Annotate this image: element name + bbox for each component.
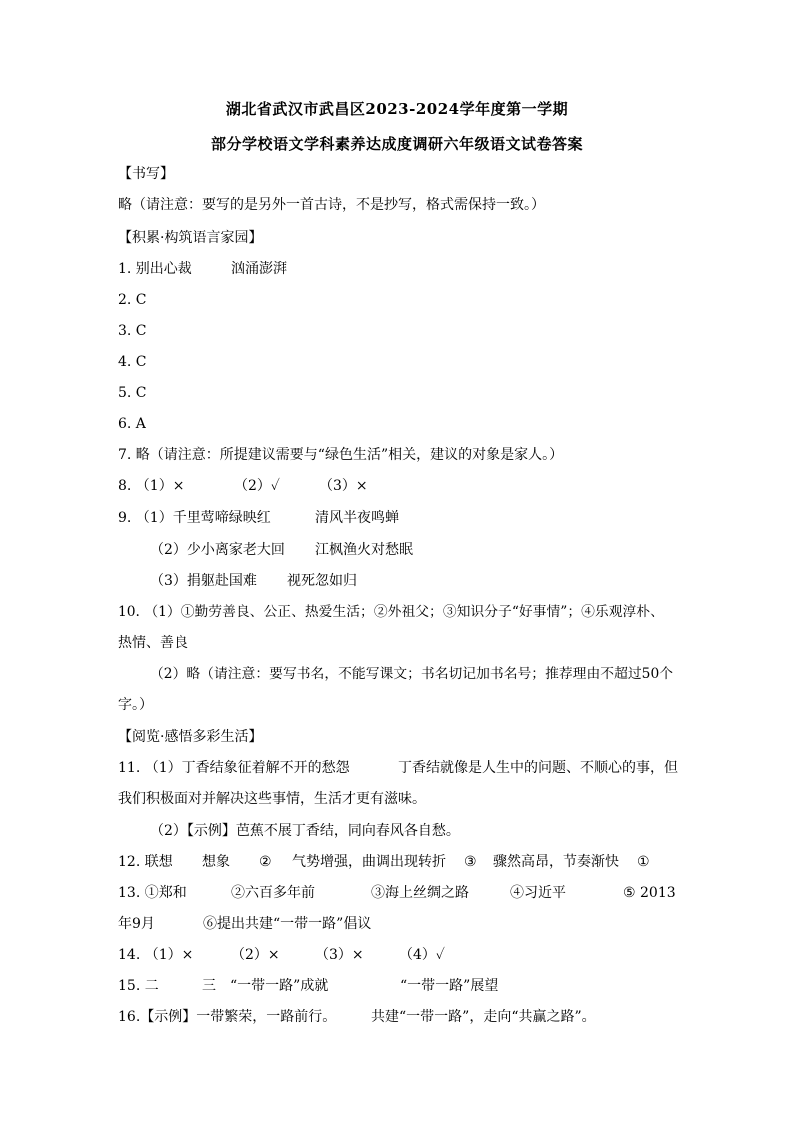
answer-q1-part2: 汹涌澎湃 [231,261,287,277]
answer-q10-2-line1: （2）略（请注意：要写书名，不能写课文；书名切记加书名号；推荐理由不超过50个 [150,666,674,682]
answer-q12-part7: ① [637,854,650,870]
answer-q9-3-part2: 视死忽如归 [287,573,357,589]
answer-q13-part7: ⑥提出共建“一带一路”倡议 [203,916,372,932]
answer-q9-1-part2: 清风半夜鸣蝉 [315,510,399,526]
answer-q14-item1: 14. （1）× [118,947,194,963]
answer-q14-item4: （4）✓ [399,947,445,963]
section-heading-reading: 【阅览·感悟多彩生活】 [118,729,263,745]
answer-q15-part1: 15. 二 [118,978,159,994]
answer-q9-1-part1: 9. （1）千里莺啼绿映红 [118,510,271,526]
answer-q10-2-line2: 字。） [118,697,153,713]
answer-q10-1-line1: 10. （1）①勤劳善良、公正、热爱生活；②外祖父；③知识分子“好事情”；④乐观淳朴、 [118,604,664,620]
answer-q9-2-part2: 江枫渔火对愁眠 [315,542,413,558]
answer-q11-2: （2）【示例】芭蕉不展丁香结，同向春风各自愁。 [150,823,460,839]
answer-q12-part1: 12. 联想 [118,854,173,870]
answer-q6: 6. A [118,416,146,432]
section-heading-accumulation: 【积累·构筑语言家园】 [118,230,263,246]
answer-q3: 3. C [118,323,147,339]
answer-q14-item2: （2）× [231,947,280,963]
answer-q8-item3: （3）× [319,478,368,494]
answer-q2: 2. C [118,292,147,308]
answer-q5: 5. C [118,385,147,401]
answer-q12-part4: 气势增强，曲调出现转折 [292,854,446,870]
answer-q9-3-part1: （3）捐躯赴国难 [150,573,257,589]
answer-q12-part3: ② [259,854,272,870]
answer-q8-item1: 8. （1）× [118,478,185,494]
answer-q13-part3: ③海上丝绸之路 [371,885,469,901]
answer-q13-part5: ⑤ 2013 [623,885,676,901]
answer-q13-part6: 年9月 [118,916,155,932]
answer-q15-part3: “一带一路”成就 [230,978,329,994]
document-title-line2: 部分学校语文学科素养达成度调研六年级语文试卷答案 [210,135,583,153]
answer-q11-1-line2: 我们积极面对并解决这些事情，生活才更有滋味。 [118,791,426,807]
answer-q4: 4. C [118,354,147,370]
answer-q8-item2: （2）✓ [234,478,280,494]
answer-q13-part4: ④习近平 [510,885,566,901]
answer-q16-part1: 16.【示例】一带繁荣，一路前行。 [118,1009,337,1025]
answer-q11-1-part1: 11. （1）丁香结象征着解不开的愁怨 [118,760,350,776]
answer-q14-item3: （3）× [315,947,364,963]
answer-q12-part2: 想象 [202,854,230,870]
answer-q10-1-line2: 热情、善良 [118,635,188,651]
answer-q13-part2: ②六百多年前 [231,885,315,901]
answer-q1-part1: 1. 别出心裁 [118,261,192,277]
answer-q11-1-part2: 丁香结就像是人生中的问题、不顺心的事，但 [398,760,678,776]
writing-answer: 略（请注意：要写的是另外一首古诗，不是抄写，格式需保持一致。） [118,197,545,213]
answer-q13-part1: 13. ①郑和 [118,885,187,901]
answer-q16-part2: 共建“一带一路”，走向“共赢之路”。 [371,1009,596,1025]
answer-q7: 7. 略（请注意：所提建议需要与“绿色生活”相关，建议的对象是家人。） [118,447,564,463]
section-heading-writing: 【书写】 [118,166,174,182]
document-title-line1: 湖北省武汉市武昌区2023-2024学年度第一学期 [225,100,569,118]
answer-q9-2-part1: （2）少小离家老大回 [150,542,285,558]
answer-q15-part4: “一带一路”展望 [400,978,499,994]
answer-q12-part5: ③ [464,854,477,870]
answer-q15-part2: 三 [202,978,216,994]
answer-q12-part6: 骤然高昂，节奏渐快 [493,854,619,870]
